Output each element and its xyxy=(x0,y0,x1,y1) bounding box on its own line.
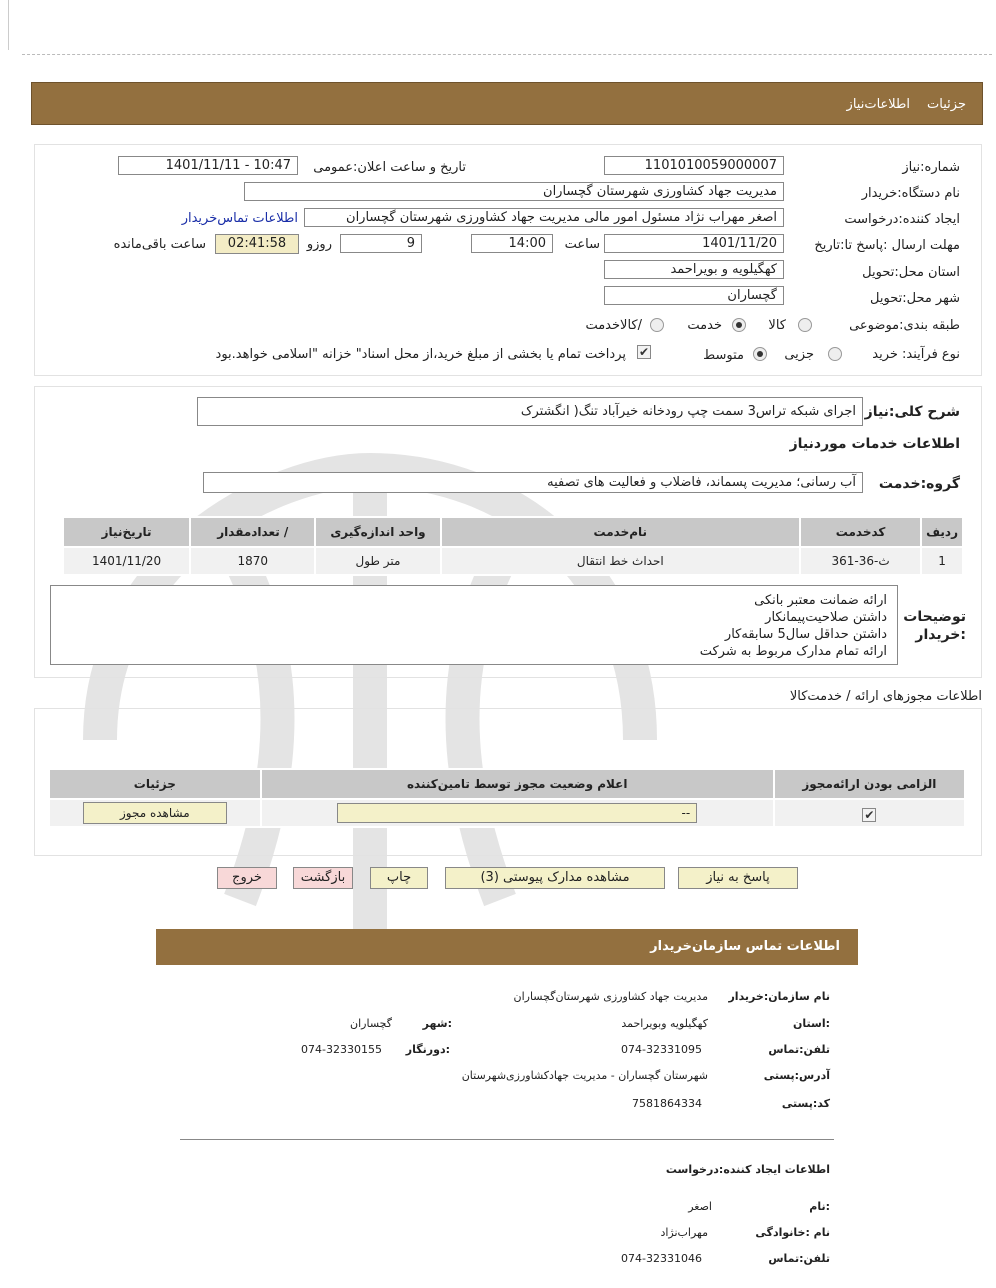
page-header-bar xyxy=(31,82,983,125)
general-description-field: اجرای شبکه تراس3 سمت چپ رودخانه خیرآباد تنگ( انگشترک xyxy=(197,397,863,426)
contact-fax-label: :دورنگار xyxy=(405,1043,450,1056)
exit-button[interactable]: خروج xyxy=(217,867,277,889)
service-group-field: آب رسانی؛ مدیریت پسماند، فاضلاب و فعالیت های تصفیه xyxy=(203,472,863,493)
announce-label: تاریخ و ساعت اعلان:عمومی xyxy=(313,160,466,175)
contact-postal-value: 7581864334 xyxy=(632,1097,702,1110)
remaining-label: ساعت باقی‌مانده xyxy=(113,237,206,252)
category-service-label: خدمت xyxy=(687,318,722,333)
city-label: شهر محل:تحویل xyxy=(870,291,960,306)
col-service-name: نام‌خدمت xyxy=(441,517,800,547)
city-field: گچساران xyxy=(604,286,784,305)
process-partial-label: جزیی xyxy=(784,347,814,362)
top-divider xyxy=(22,54,992,55)
buyer-contact-link[interactable]: اطلاعات تماس‌خریدار xyxy=(181,211,298,226)
creator-family-label: نام :خانوادگی xyxy=(755,1226,830,1239)
services-table xyxy=(62,516,964,576)
service-group-label: گروه:خدمت xyxy=(878,476,960,492)
general-description-label: شرح کلی:نیاز xyxy=(864,404,960,420)
need-info-panel xyxy=(34,144,982,376)
contact-city-value: گچساران xyxy=(350,1017,392,1030)
contact-province-value: کهگیلویه وبویراحمد xyxy=(621,1017,708,1030)
permit-required-checkbox[interactable]: ✔ xyxy=(864,808,875,822)
col-permit-required: الزامی بودن ارائه‌مجوز xyxy=(774,769,965,799)
contact-section-title: اطلاعات تماس سازمان‌خریدار xyxy=(650,939,840,954)
table-row xyxy=(63,547,963,575)
col-quantity: / تعدادمقدار xyxy=(190,517,315,547)
org-name-value: مدیریت جهاد کشاورزی شهرستان‌گچساران xyxy=(513,990,708,1003)
cell-need-date: 1401/11/20 xyxy=(63,547,190,575)
col-permit-status: اعلام وضعیت مجوز توسط تامین‌کننده xyxy=(261,769,774,799)
province-label: استان محل:تحویل xyxy=(862,265,960,280)
contact-fax-value: 074-32330155 xyxy=(301,1043,382,1056)
deadline-label: مهلت ارسال :پاسخ تا:تاریخ xyxy=(814,238,960,253)
days-field: 9 xyxy=(340,234,422,253)
process-medium-label: متوسط xyxy=(703,348,744,363)
remaining-timer: 02:41:58 xyxy=(215,234,299,254)
contact-section-header xyxy=(156,929,858,965)
creator-name-label: :نام xyxy=(809,1200,830,1213)
services-section-title: اطلاعات خدمات موردنیاز xyxy=(789,436,960,452)
creator-phone-value: 074-32331046 xyxy=(621,1252,702,1265)
note-line: ارائه ضمانت معتبر بانکی xyxy=(754,593,887,608)
note-line: داشتن صلاحیت‌پیمانکار xyxy=(765,610,887,625)
cell-quantity: 1870 xyxy=(190,547,315,575)
view-permit-button[interactable]: مشاهده مجوز xyxy=(83,802,227,824)
need-number-field: 1101010059000007 xyxy=(604,156,784,175)
category-goods-service-radio[interactable] xyxy=(650,318,664,332)
note-line: ارائه تمام مدارک مربوط به شرکت xyxy=(699,644,887,659)
buyer-notes-label: توضیحات :خریدار xyxy=(903,609,966,643)
tab-details[interactable]: جزئیات xyxy=(927,97,966,112)
attachments-button[interactable]: مشاهده مدارک پیوستی (3) xyxy=(445,867,665,889)
permit-status-field: -- xyxy=(337,803,697,823)
tab-need-info[interactable]: اطلاعات‌نیاز xyxy=(846,97,910,112)
buyer-label: نام دستگاه:خریدار xyxy=(861,186,960,201)
col-unit: واحد اندازه‌گیری xyxy=(315,517,440,547)
treasury-payment-checkbox[interactable]: ✔ xyxy=(638,345,650,359)
process-medium-radio[interactable] xyxy=(753,347,767,361)
creator-family-value: مهراب‌نژاد xyxy=(660,1226,708,1239)
creator-label: ایجاد کننده:درخواست xyxy=(844,212,960,227)
process-label: نوع فرآیند: خرید xyxy=(872,347,960,362)
contact-phone-label: تلفن:تماس xyxy=(768,1043,830,1056)
note-line: داشتن حداقل سال5 سابقه‌کار xyxy=(724,627,887,642)
contact-phone-value: 074-32331095 xyxy=(621,1043,702,1056)
cell-permit-details xyxy=(49,799,261,827)
print-button[interactable]: چاپ xyxy=(370,867,428,889)
cell-unit: متر طول xyxy=(315,547,440,575)
cell-service-code: ث-36-361 xyxy=(800,547,921,575)
contact-province-label: :استان xyxy=(793,1017,830,1030)
province-field: کهگیلویه و بویراحمد xyxy=(604,260,784,279)
creator-phone-label: تلفن:تماس xyxy=(768,1252,830,1265)
table-row xyxy=(49,799,965,827)
permits-section-title: اطلاعات مجوزهای ارائه / خدمت‌کالا xyxy=(789,689,982,704)
contact-address-value: شهرستان گچساران - مدیریت جهادکشاورزی‌شهرستان xyxy=(461,1069,708,1082)
permits-table xyxy=(48,768,966,828)
process-partial-radio[interactable] xyxy=(828,347,842,361)
category-goods-radio[interactable] xyxy=(798,318,812,332)
cell-permit-status xyxy=(261,799,774,827)
cell-permit-required xyxy=(774,799,965,827)
org-name-label: نام سازمان:خریدار xyxy=(728,990,830,1003)
creator-field: اصغر مهراب نژاد مسئول امور مالی مدیریت جهاد کشاورزی شهرستان گچساران xyxy=(304,208,784,227)
col-permit-details: جزئیات xyxy=(49,769,261,799)
need-number-label: شماره:نیاز xyxy=(902,160,960,175)
category-goods-service-label: /کالاخدمت xyxy=(585,318,642,333)
reply-button[interactable]: پاسخ به نیاز xyxy=(678,867,798,889)
deadline-time-label: ساعت xyxy=(564,237,600,252)
contact-city-label: :شهر xyxy=(422,1017,452,1030)
deadline-time-field: 14:00 xyxy=(471,234,553,253)
buyer-notes-box xyxy=(50,585,898,665)
days-label: روزو xyxy=(306,237,332,252)
creator-name-value: اصغر xyxy=(688,1200,712,1213)
treasury-payment-note: پرداخت تمام یا بخشی از مبلغ خرید،از محل اسناد" خزانه "اسلامی خواهد.بود xyxy=(215,347,626,362)
page-edge-line xyxy=(8,0,9,50)
back-button[interactable]: بازگشت xyxy=(293,867,353,889)
category-service-radio[interactable] xyxy=(732,318,746,332)
cell-row-number: 1 xyxy=(921,547,963,575)
cell-service-name: احداث خط انتقال xyxy=(441,547,800,575)
contact-divider xyxy=(180,1139,834,1140)
creator-info-title: اطلاعات ایجاد کننده:درخواست xyxy=(665,1163,830,1176)
category-label: طبقه بندی:موضوعی xyxy=(849,318,960,333)
category-goods-label: کالا xyxy=(768,318,786,333)
col-need-date: تاریخ‌نیاز xyxy=(63,517,190,547)
announce-date-field: 1401/11/11 - 10:47 xyxy=(118,156,298,175)
contact-postal-label: کد:پستی xyxy=(781,1097,830,1110)
contact-address-label: آدرس:پستی xyxy=(763,1069,830,1082)
col-service-code: کدخدمت xyxy=(800,517,921,547)
deadline-date-field: 1401/11/20 xyxy=(604,234,784,253)
col-row-number: ردیف xyxy=(921,517,963,547)
buyer-field: مدیریت جهاد کشاورزی شهرستان گچساران xyxy=(244,182,784,201)
